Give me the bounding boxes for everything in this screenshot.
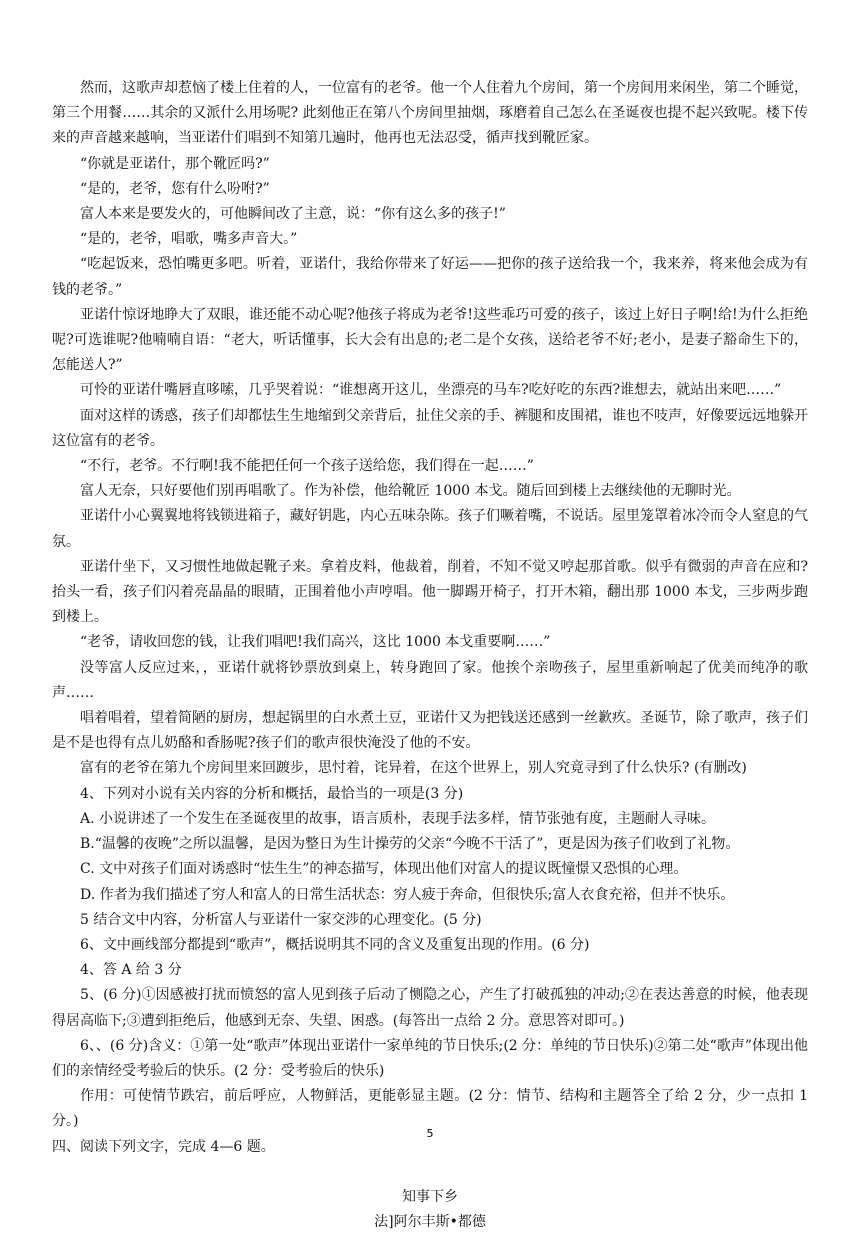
story-paragraph: “是的，老爷，您有什么吩咐?” <box>80 180 270 197</box>
answer-5: 5、(6 分)①因感被打扰而愤怒的富人见到孩子后动了恻隐之心，产生了打破孤独的冲动;②在表达善意的时候，他表现得居高临下;③遭到拒绝后，他感到无奈、失望、困惑。(每答出一点给 2 分。意思答对即可。) <box>52 987 808 1029</box>
option-d: D. 作者为我们描述了穷人和富人的日常生活状态：穷人疲于奔命，但很快乐;富人衣食充裕，但并不快乐。 <box>80 886 735 903</box>
story-paragraph: 亚诺什惊讶地睁大了双眼，谁还能不动心呢?他孩子将成为老爷!这些乖巧可爱的孩子，该过上好日子啊!给!为什么拒绝呢?可选谁呢?他喃喃自语：“老大，听话懂事，长大会有出息的;老二是个女孩，送给老爷不好;老小，是妻子豁命生下的，怎能送人?” <box>52 306 808 374</box>
story-paragraph: “你就是亚诺什，那个靴匠吗?” <box>80 155 270 172</box>
answers <box>52 958 808 1134</box>
story-paragraph: “不行，老爷。不行啊!我不能把任何一个孩子送给您，我们得在一起……” <box>80 458 534 475</box>
story-paragraph: 富有的老爷在第九个房间里来回踱步，思忖着，诧异着，在这个世界上，别人究竟寻到了什么快乐? (有删改) <box>80 760 747 777</box>
question-4: 4、下列对小说有关内容的分析和概括，最恰当的一项是(3 分) <box>80 785 464 802</box>
option-c: C. 文中对孩子们面对诱惑时“怯生生”的神态描写，体现出他们对富人的提议既憧憬又恐惧的心理。 <box>80 861 688 878</box>
answer-6: 6、、(6 分)含义：①第一处“歌声”体现出亚诺什一家单纯的节日快乐;(2 分：单纯的节日快乐)②第二处“歌声”体现出他们的亲情经受考验后的快乐。(2 分：受考验后的快乐) <box>52 1037 808 1079</box>
spacer <box>52 1160 808 1185</box>
story-paragraph: 富人无奈，只好要他们别再唱歌了。作为补偿，他给靴匠 1000 本戈。随后回到楼上去继续他的无聊时光。 <box>80 483 741 500</box>
story-paragraph: 亚诺什小心翼翼地将钱锁进箱子，藏好钥匙，内心五味杂陈。孩子们噘着嘴，不说话。屋里笼罩着冰冷而令人窒息的气氛。 <box>52 508 808 550</box>
story-paragraph: 没等富人反应过来，，亚诺什就将钞票放到桌上，转身跑回了家。他挨个亲吻孩子，屋里重新响起了优美而纯净的歌声…… <box>52 659 808 701</box>
story-title: 知事下乡 <box>402 1188 458 1205</box>
story-paragraph: “吃起饭来，恐怕嘴更多吧。听着，亚诺什，我给你带来了好运——把你的孩子送给我一个，我来养，将来他会成为有钱的老爷。” <box>52 256 808 298</box>
story-paragraph: 可怜的亚诺什嘴唇直哆嗦，几乎哭着说：“谁想离开这儿，坐漂亮的马车?吃好吃的东西?谁想去，就站出来吧……” <box>80 382 782 399</box>
story-paragraph: 然而，这歌声却惹恼了楼上住着的人，一位富有的老爷。他一个人住着九个房间，第一个房间用来闲坐，第二个睡觉，第三个用餐……其余的又派什么用场呢? 此刻他正在第八个房间里抽烟，琢磨着自己怎么在圣诞夜也提不起兴致呢。楼下传来的声音越来越响，当亚诺什们唱到不知第几遍时，他再也无法忍受，循声找到靴匠家。 <box>52 80 808 147</box>
page-number: 5 <box>426 1127 434 1140</box>
story-paragraph: 富人本来是要发火的，可他瞬间改了主意，说：“你有这么多的孩子!” <box>80 206 506 223</box>
answer-4: 4、答 A 给 3 分 <box>80 962 182 979</box>
question-5: 5 结合文中内容，分析富人与亚诺什一家交涉的心理变化。(5 分) <box>80 911 482 928</box>
option-b: B.“温馨的夜晚”之所以温馨，是因为整日为生计操劳的父亲“今晚不干活了”，更是因为孩子们收到了礼物。 <box>80 836 740 853</box>
story-author: 法]阿尔丰斯•都德 <box>374 1213 486 1230</box>
question-6: 6、文中画线部分都提到“歌声”，概括说明其不同的含义及重复出现的作用。(6 分) <box>80 936 590 953</box>
story-paragraph: “老爷，请收回您的钱，让我们唱吧!我们高兴，这比 1000 本戈重要啊……” <box>80 634 551 651</box>
story-text <box>52 76 808 782</box>
story-paragraph: 唱着唱着，望着简陋的厨房，想起锅里的白水煮土豆，亚诺什又为把钱送还感到一丝歉疚。圣诞节，除了歌声，孩子们是不是也得有点儿奶酪和香肠呢?孩子们的歌声很快淹没了他的不安。 <box>52 710 808 752</box>
answer-6-role: 作用：可使情节跌宕，前后呼应，人物鲜活，更能彰显主题。(2 分：情节、结构和主题答全了给 2 分，少一点扣 1 分。) <box>52 1088 808 1130</box>
story-paragraph: “是的，老爷，唱歌，嘴多声音大。” <box>80 231 298 248</box>
story-paragraph: 亚诺什坐下，又习惯性地做起靴子来。拿着皮料，他裁着，削着，不知不觉又哼起那首歌。似乎有微弱的声音在应和?抬头一看，孩子们闪着亮晶晶的眼睛，正围着他小声哼唱。他一脚踢开椅子，打开木箱，翻出那 1000 本戈，三步两步跑到楼上。 <box>52 558 808 626</box>
option-a: A. 小说讲述了一个发生在圣诞夜里的故事，语言质朴，表现手法多样，情节张弛有度，主题耐人寻味。 <box>80 810 716 827</box>
section-heading: 四、阅读下列文字，完成 4—6 题。 <box>52 1138 275 1155</box>
story-paragraph: 面对这样的诱惑，孩子们却都怯生生地缩到父亲背后，扯住父亲的手、裤腿和皮围裙，谁也不吱声，好像要远远地躲开这位富有的老爷。 <box>52 407 808 449</box>
questions <box>52 782 808 958</box>
